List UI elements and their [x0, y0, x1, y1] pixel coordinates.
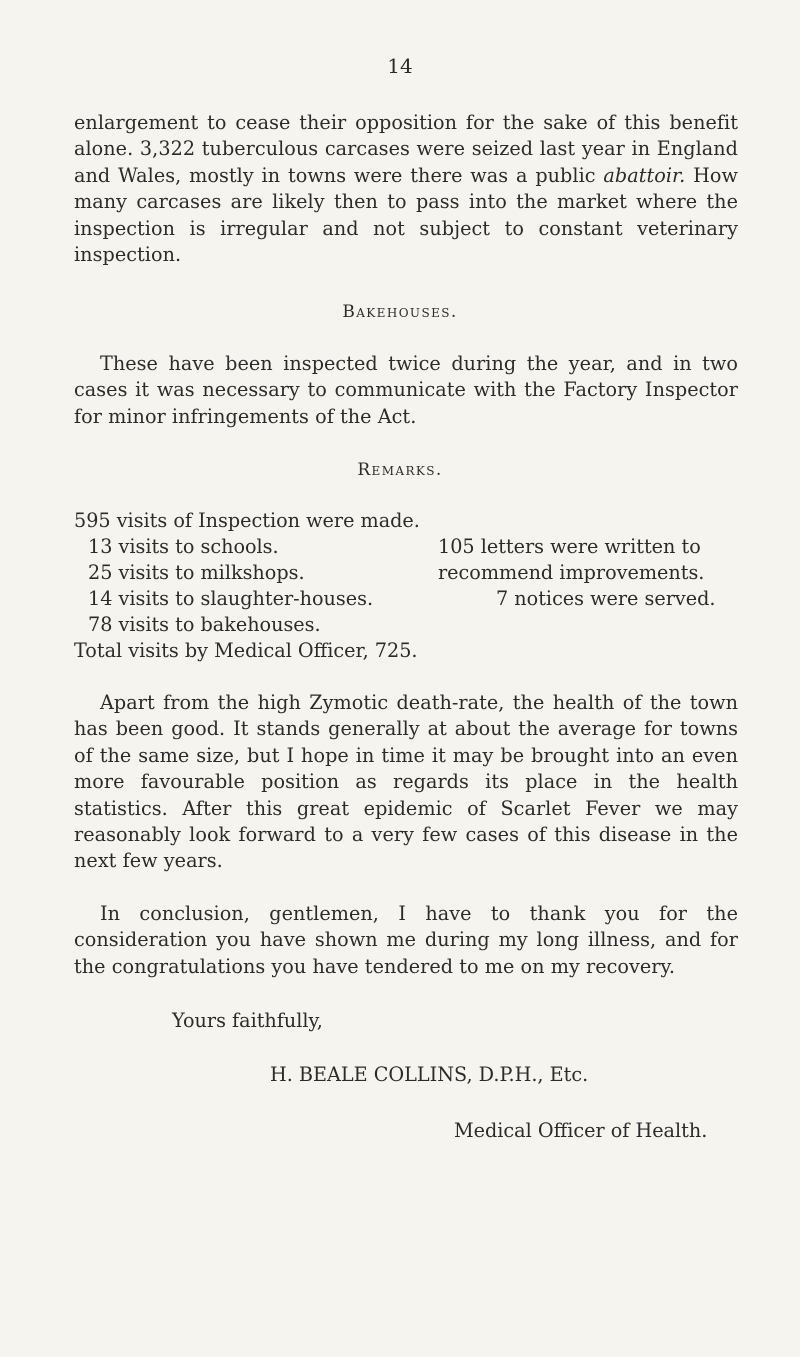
opening-paragraph-text-end: How many carcases are likely then to pass into the market where the inspection is irregular and not subject to constant veterinary inspection. — [74, 163, 738, 267]
closing-salutation: Yours faithfully, — [172, 1009, 323, 1032]
heading-remarks: Remarks. — [357, 460, 443, 480]
abattoir-italic: abattoir. — [603, 163, 686, 187]
signature-name: H. BEALE COLLINS, D.P.H., Etc. — [270, 1063, 589, 1086]
heading-bakehouses: Bakehouses. — [342, 302, 458, 322]
health-paragraph: Apart from the high Zymotic death-rate, the health of the town has been good. It stands generally at about the average for towns of the same size, but I hope in time it may be brought into an even more favourable position as regards its place in the health statistics. After this great epidemic of Scarlet Fever we may reasonably look forward to a very few cases of this disease in the next few years. — [74, 691, 738, 873]
signature-title: Medical Officer of Health. — [454, 1119, 708, 1142]
conclusion-paragraph: In conclusion, gentlemen, I have to thank you for the consideration you have shown me during my long illness, and for the congratulations you have tendered to me on my recovery. — [74, 902, 738, 978]
remarks-total-visits: Total visits by Medical Officer, 725. — [74, 639, 418, 662]
remarks-school-visits: 13 visits to schools. — [88, 535, 279, 558]
remarks-milkshop-visits: 25 visits to milkshops. — [88, 561, 305, 584]
opening-paragraph — [74, 110, 738, 268]
remarks-improvements: recommend improvements. — [438, 561, 705, 584]
remarks-inspection-visits: 595 visits of Inspection were made. — [74, 509, 420, 532]
remarks-notices: 7 notices were served. — [496, 587, 716, 610]
page-number: 14 — [387, 54, 413, 78]
bakehouses-paragraph: These have been inspected twice during the year, and in two cases it was necessary to communicate with the Factory Inspector for minor infringements of the Act. — [74, 352, 738, 428]
remarks-slaughterhouse-visits: 14 visits to slaughter-houses. — [88, 587, 374, 610]
remarks-letters: 105 letters were written to — [438, 535, 701, 558]
remarks-bakehouse-visits: 78 visits to bakehouses. — [88, 613, 321, 636]
opening-paragraph-text: enlargement to cease their opposition for the sake of this benefit alone. 3,322 tuberculous carcases were seized last year in England and Wales, mostly in towns were there was a public — [74, 111, 738, 187]
